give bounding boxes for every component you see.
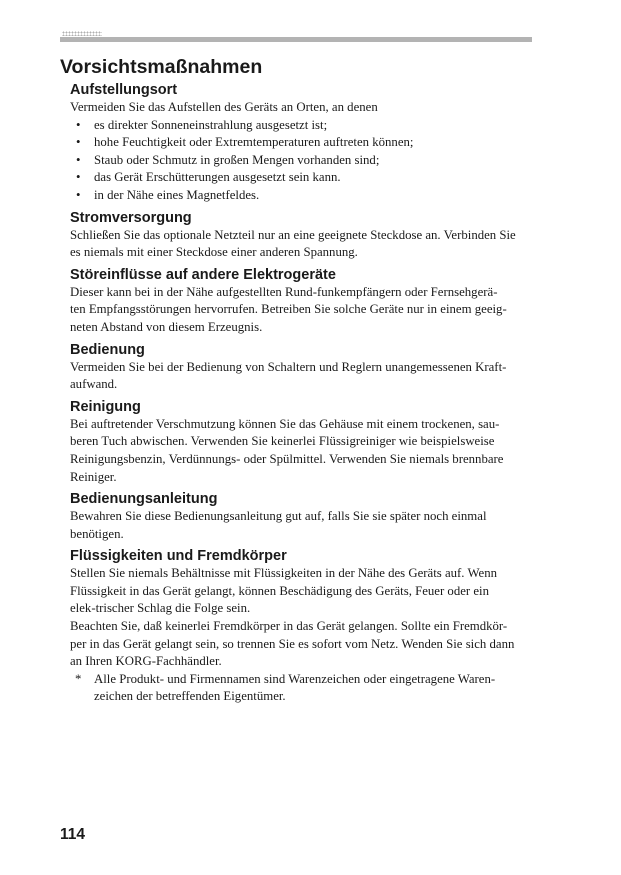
footnote-line: Alle Produkt- und Firmennamen sind Warenzeichen oder eingetragene Waren- [94,671,496,686]
body-line: Dieser kann bei in der Nähe aufgestellten Rund-funkempfängern oder Fernsehgerä- [70,284,498,299]
section-body [70,565,532,706]
header-dot-mark [62,31,102,36]
intro-text: Vermeiden Sie das Aufstellen des Geräts an Orten, an denen [70,100,378,114]
bullet-item [70,169,532,187]
bullet-icon: • [76,187,81,202]
section-heading: Aufstellungsort [70,82,178,98]
bullet-list [70,117,532,205]
page-title: Vorsichtsmaßnahmen [60,56,263,78]
trademark-footnote [70,671,532,706]
body-line: Flüssigkeit in das Gerät gelangt, können Beschädigung des Geräts, Feuer oder ein [70,583,489,598]
section-reinigung [70,399,532,486]
section-body [70,227,532,262]
body-line: per in das Gerät gelangt sein, so trennen Sie es sofort vom Netz. Wenden Sie sich dann [70,636,515,651]
body-line: Bei auftretender Verschmutzung können Sie das Gehäuse mit einem trockenen, sau- [70,416,500,431]
body-line: Schließen Sie das optionale Netzteil nur an eine geeignete Steckdose an. Verbinden Sie [70,227,516,242]
bullet-text: in der Nähe eines Magnetfeldes. [94,187,260,202]
body-line: Beachten Sie, daß keinerlei Fremdkörper in das Gerät gelangen. Sollte ein Fremdkör- [70,619,508,634]
content-area [70,82,532,711]
section-heading: Stromversorgung [70,209,192,226]
body-line: neten Abstand von diesem Erzeugnis. [70,319,263,334]
section-body [70,416,532,486]
section-body [70,284,532,337]
bullet-text: das Gerät Erschütterungen ausgesetzt sein kann. [94,170,341,185]
body-line: es niemals mit einer Steckdose einer anderen Spannung. [70,245,358,260]
page-number: 114 [60,826,86,843]
section-stromversorgung [70,210,532,262]
footnote-line: zeichen der betreffenden Eigentümer. [94,689,286,704]
bullet-text: es direkter Sonneneinstrahlung ausgesetzt ist; [94,117,328,132]
bullet-icon: • [76,117,81,132]
section-bedienungsanleitung [70,491,532,543]
body-line: benötigen. [70,526,124,541]
section-body [70,99,532,205]
section-heading: Reinigung [70,398,141,415]
bullet-item [70,117,532,135]
bullet-item [70,152,532,170]
section-heading: Störeinflüsse auf andere Elektrogeräte [70,266,336,283]
section-fluessigkeiten [70,548,532,706]
header-dotted-rule [60,37,532,42]
body-line: beren Tuch abwischen. Verwenden Sie keinerlei Flüssigreiniger wie beispielsweise [70,434,495,449]
bullet-icon: • [76,170,81,185]
bullet-icon: • [76,152,81,167]
body-line: Vermeiden Sie bei der Bedienung von Schaltern und Reglern unangemessenen Kraft- [70,359,507,374]
body-line: Reinigungsbenzin, Verdünnungs- oder Spülmittel. Verwenden Sie niemals brennbare [70,451,504,466]
body-line: an Ihren KORG-Fachhändler. [70,654,222,669]
section-heading: Bedienungsanleitung [70,491,218,508]
body-line: ten Empfangsstörungen hervorrufen. Betreiben Sie solche Geräte nur in einem geeig- [70,302,507,317]
body-line: Bewahren Sie diese Bedienungsanleitung gut auf, falls Sie sie später noch einmal [70,509,487,524]
section-stoereinfluesse [70,267,532,337]
asterisk-icon: * [75,671,82,686]
section-aufstellungsort [70,82,532,205]
section-body [70,508,532,543]
body-line: aufwand. [70,377,118,392]
section-bedienung [70,342,532,394]
bullet-icon: • [76,135,81,150]
bullet-text: Staub oder Schmutz in großen Mengen vorhanden sind; [94,152,380,167]
bullet-item [70,187,532,205]
section-body [70,359,532,394]
bullet-text: hohe Feuchtigkeit oder Extremtemperaturen auftreten können; [94,135,414,150]
body-line: Stellen Sie niemals Behältnisse mit Flüssigkeiten in der Nähe des Geräts auf. Wenn [70,566,497,581]
body-line: Reiniger. [70,469,117,484]
section-heading: Bedienung [70,341,145,358]
section-heading: Flüssigkeiten und Fremdkörper [70,548,287,565]
bullet-item [70,134,532,152]
body-line: elek-trischer Schlag die Folge sein. [70,601,251,616]
